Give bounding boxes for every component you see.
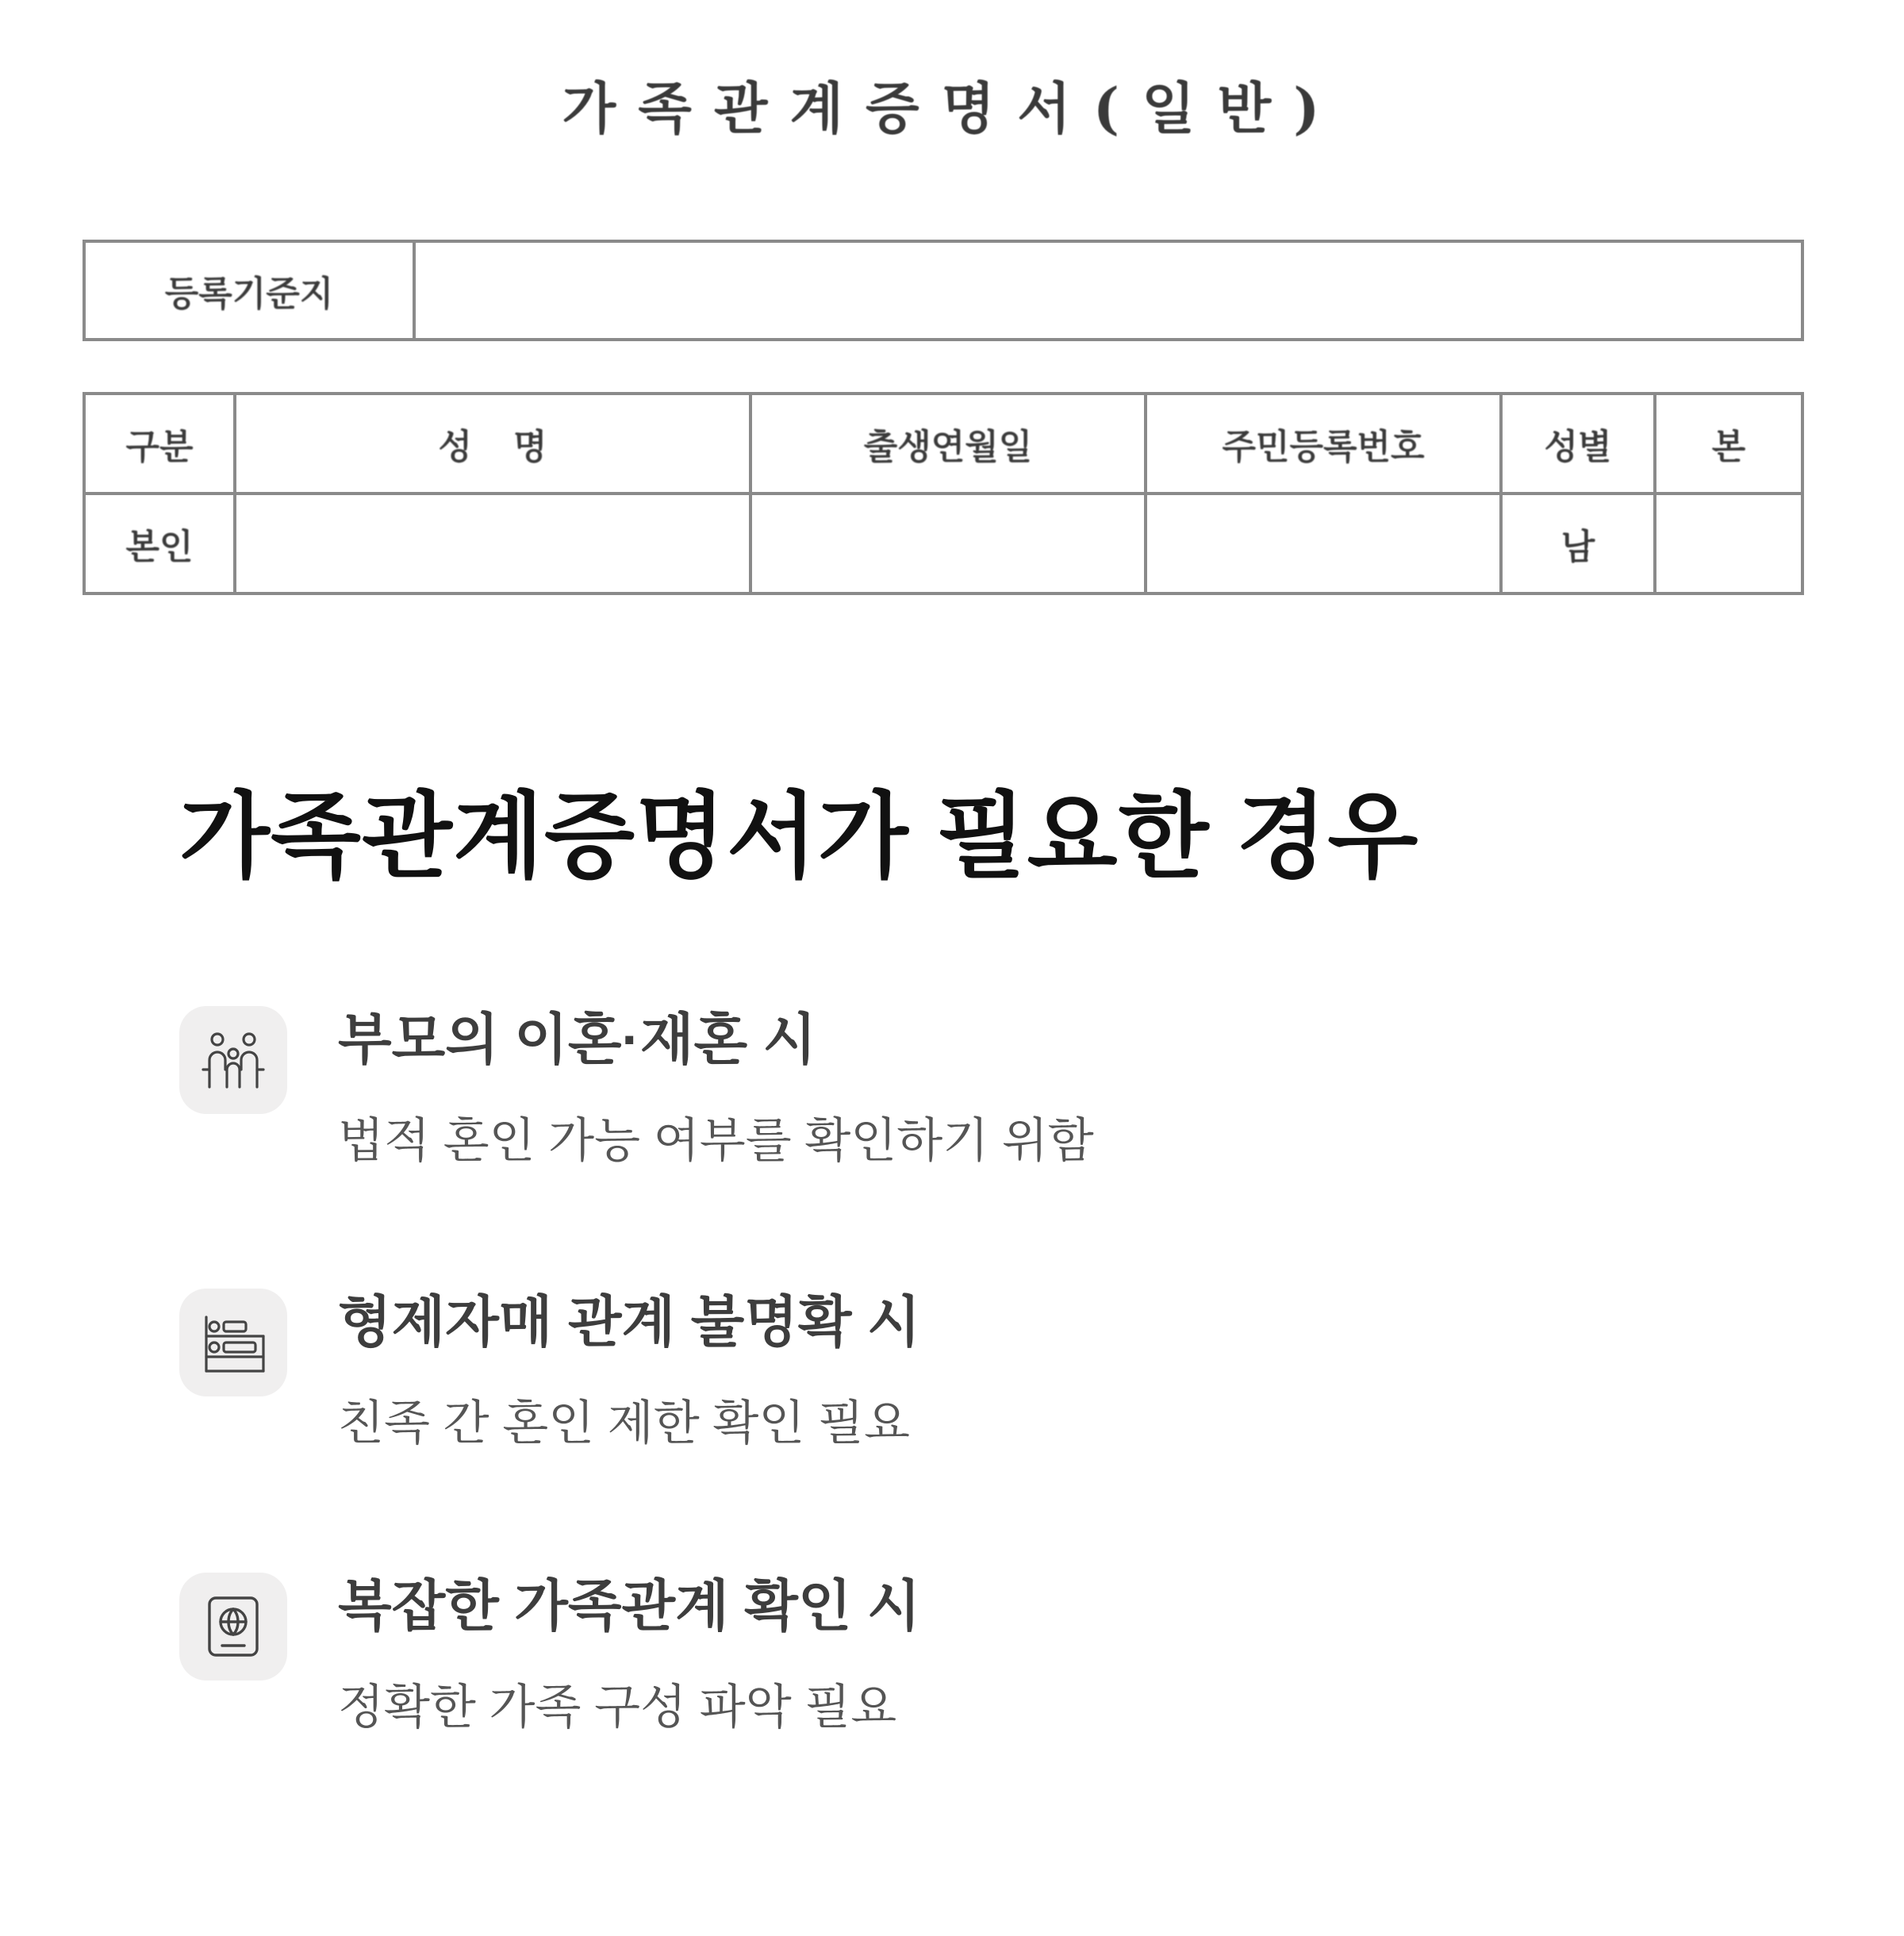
- passport-icon: [179, 1573, 287, 1681]
- reason-description: 친족 간 혼인 제한 확인 필요: [338, 1396, 910, 1450]
- reason-description: 정확한 가족 구성 파악 필요: [338, 1681, 897, 1734]
- header-resident-number-cell: [1146, 394, 1501, 494]
- members-table: [83, 392, 1804, 595]
- reason-description: 법적 혼인 가능 여부를 확인하기 위함: [338, 1114, 1094, 1167]
- header-name: 성명: [438, 427, 589, 467]
- registration-table: [83, 240, 1804, 341]
- reason-item: [179, 1006, 1687, 1189]
- header-gender-cell: [1501, 394, 1655, 494]
- registration-row: [84, 241, 1802, 340]
- reason-title: 형제자매 관계 불명확 시: [338, 1291, 921, 1353]
- header-resident-number: 주민등록번호: [1222, 427, 1425, 467]
- row-gender-cell: [1501, 494, 1655, 593]
- row-category-cell: [84, 494, 235, 593]
- reason-title: 복잡한 가족관계 확인 시: [338, 1575, 921, 1637]
- header-category-cell: [84, 394, 235, 494]
- header-origin-cell: [1655, 394, 1802, 494]
- reason-item: [179, 1573, 1687, 1755]
- header-birth: 출생연월일: [863, 427, 1033, 467]
- row-origin-cell: [1655, 494, 1802, 593]
- reason-item: [179, 1289, 1687, 1471]
- row-birth-cell: [750, 494, 1146, 593]
- members-row: [84, 494, 1802, 593]
- registration-label: 등록기준지: [164, 274, 334, 314]
- registration-label-cell: [84, 241, 414, 340]
- row-resident-number-cell: [1146, 494, 1501, 593]
- header-origin: 본: [1711, 427, 1746, 467]
- family-icon: [179, 1006, 287, 1114]
- registration-value-cell: [414, 241, 1802, 340]
- bunk-bed-icon: [179, 1289, 287, 1396]
- section-title: 가족관계증명서가 필요한 경우: [179, 785, 1419, 889]
- certificate-title: 가족관계증명서(일반): [562, 75, 1342, 141]
- header-birth-cell: [750, 394, 1146, 494]
- row-category: 본인: [125, 527, 194, 567]
- reason-title: 부모의 이혼·재혼 시: [338, 1008, 817, 1070]
- certificate-image: [0, 0, 1904, 619]
- members-header-row: [84, 394, 1802, 494]
- row-gender: 남: [1560, 527, 1595, 567]
- header-gender: 성별: [1544, 427, 1612, 467]
- row-name-cell: [235, 494, 750, 593]
- header-name-cell: [235, 394, 750, 494]
- header-category: 구분: [125, 427, 194, 467]
